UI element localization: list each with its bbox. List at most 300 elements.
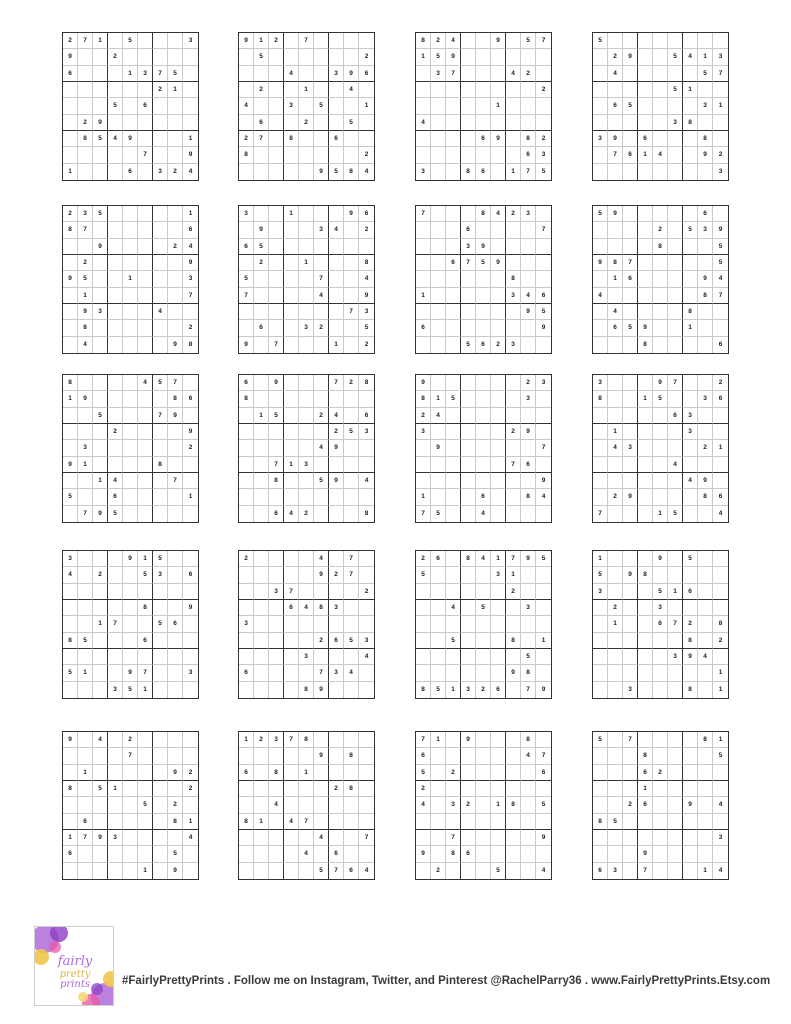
sudoku-cell[interactable] [668,682,683,698]
sudoku-cell[interactable]: 2 [683,616,698,632]
sudoku-cell[interactable] [476,408,491,424]
sudoku-cell[interactable] [239,748,254,764]
sudoku-cell[interactable] [491,66,506,82]
sudoku-cell[interactable] [138,649,153,665]
sudoku-cell[interactable]: 2 [78,115,93,131]
sudoku-cell[interactable] [123,846,138,862]
sudoku-cell[interactable] [638,830,653,846]
sudoku-cell[interactable] [299,271,314,287]
sudoku-cell[interactable] [461,649,476,665]
sudoku-cell[interactable]: 6 [416,748,431,764]
sudoku-cell[interactable] [506,649,521,665]
sudoku-cell[interactable] [269,304,284,320]
sudoku-cell[interactable] [239,846,254,862]
sudoku-cell[interactable] [359,846,374,862]
sudoku-cell[interactable] [123,473,138,489]
sudoku-cell[interactable] [491,164,506,180]
sudoku-cell[interactable] [284,49,299,65]
sudoku-cell[interactable] [168,489,183,505]
sudoku-cell[interactable]: 3 [299,649,314,665]
sudoku-cell[interactable] [416,255,431,271]
sudoku-cell[interactable] [653,33,668,49]
sudoku-cell[interactable]: 2 [299,115,314,131]
sudoku-cell[interactable]: 1 [78,457,93,473]
sudoku-cell[interactable]: 4 [359,473,374,489]
sudoku-cell[interactable] [521,797,536,813]
sudoku-cell[interactable] [593,457,608,473]
sudoku-cell[interactable] [329,320,344,336]
sudoku-cell[interactable]: 8 [63,375,78,391]
sudoku-cell[interactable]: 3 [623,682,638,698]
sudoku-cell[interactable] [168,271,183,287]
sudoku-cell[interactable] [608,551,623,567]
sudoku-cell[interactable] [284,567,299,583]
sudoku-cell[interactable] [698,33,713,49]
sudoku-cell[interactable]: 3 [698,391,713,407]
sudoku-cell[interactable] [183,506,198,522]
sudoku-cell[interactable] [284,846,299,862]
sudoku-cell[interactable]: 8 [446,846,461,862]
sudoku-cell[interactable] [446,781,461,797]
sudoku-cell[interactable]: 9 [63,457,78,473]
sudoku-cell[interactable] [138,732,153,748]
sudoku-cell[interactable] [461,567,476,583]
sudoku-cell[interactable]: 8 [521,489,536,505]
sudoku-cell[interactable] [299,337,314,353]
sudoku-cell[interactable] [93,424,108,440]
sudoku-cell[interactable] [138,49,153,65]
sudoku-cell[interactable]: 9 [623,489,638,505]
sudoku-cell[interactable] [359,600,374,616]
sudoku-cell[interactable]: 1 [359,98,374,114]
sudoku-cell[interactable] [299,440,314,456]
sudoku-cell[interactable]: 2 [123,732,138,748]
sudoku-cell[interactable] [623,748,638,764]
sudoku-cell[interactable] [359,551,374,567]
sudoku-cell[interactable] [78,649,93,665]
sudoku-cell[interactable] [108,408,123,424]
sudoku-cell[interactable] [153,584,168,600]
sudoku-cell[interactable]: 6 [284,600,299,616]
sudoku-cell[interactable]: 8 [344,781,359,797]
sudoku-cell[interactable]: 7 [521,682,536,698]
sudoku-cell[interactable] [344,440,359,456]
sudoku-cell[interactable] [668,164,683,180]
sudoku-cell[interactable] [108,551,123,567]
sudoku-cell[interactable]: 7 [153,408,168,424]
sudoku-cell[interactable] [638,304,653,320]
sudoku-cell[interactable] [344,649,359,665]
sudoku-cell[interactable] [359,682,374,698]
sudoku-cell[interactable]: 8 [359,375,374,391]
sudoku-cell[interactable] [431,814,446,830]
sudoku-cell[interactable] [476,320,491,336]
sudoku-cell[interactable] [698,337,713,353]
sudoku-cell[interactable] [536,616,551,632]
sudoku-cell[interactable] [183,457,198,473]
sudoku-cell[interactable] [668,239,683,255]
sudoku-cell[interactable]: 4 [541,867,546,875]
sudoku-cell[interactable] [329,457,344,473]
sudoku-cell[interactable] [329,98,344,114]
sudoku-cell[interactable] [269,288,284,304]
sudoku-cell[interactable] [168,304,183,320]
sudoku-cell[interactable] [593,320,608,336]
sudoku-cell[interactable]: 7 [623,732,638,748]
sudoku-cell[interactable]: 4 [446,600,461,616]
sudoku-cell[interactable]: 7 [78,506,93,522]
sudoku-cell[interactable] [668,288,683,304]
sudoku-cell[interactable] [284,304,299,320]
sudoku-cell[interactable] [476,846,491,862]
sudoku-cell[interactable] [153,600,168,616]
sudoku-cell[interactable] [698,408,713,424]
sudoku-cell[interactable]: 7 [123,748,138,764]
sudoku-cell[interactable] [638,424,653,440]
sudoku-cell[interactable] [108,665,123,681]
sudoku-cell[interactable]: 5 [153,616,168,632]
sudoku-cell[interactable] [284,337,299,353]
sudoku-cell[interactable] [123,584,138,600]
sudoku-cell[interactable] [254,391,269,407]
sudoku-cell[interactable]: 6 [476,164,491,180]
sudoku-cell[interactable] [183,66,198,82]
sudoku-cell[interactable] [93,649,108,665]
sudoku-cell[interactable]: 2 [359,147,374,163]
sudoku-cell[interactable] [168,33,183,49]
sudoku-cell[interactable]: 5 [536,304,551,320]
sudoku-cell[interactable] [446,271,461,287]
sudoku-cell[interactable]: 8 [188,341,193,349]
sudoku-cell[interactable]: 8 [239,814,254,830]
sudoku-cell[interactable]: 7 [446,66,461,82]
sudoku-cell[interactable] [299,797,314,813]
sudoku-cell[interactable] [359,391,374,407]
sudoku-cell[interactable] [108,765,123,781]
sudoku-cell[interactable] [446,863,461,879]
sudoku-cell[interactable] [593,147,608,163]
sudoku-cell[interactable] [299,98,314,114]
sudoku-cell[interactable]: 9 [608,206,623,222]
sudoku-cell[interactable] [314,616,329,632]
sudoku-cell[interactable]: 8 [269,473,284,489]
sudoku-cell[interactable]: 6 [359,66,374,82]
sudoku-cell[interactable] [713,649,728,665]
sudoku-cell[interactable] [123,304,138,320]
sudoku-cell[interactable] [138,408,153,424]
sudoku-cell[interactable]: 2 [416,551,431,567]
sudoku-cell[interactable] [461,131,476,147]
sudoku-cell[interactable] [638,682,653,698]
sudoku-cell[interactable] [314,649,329,665]
sudoku-cell[interactable] [623,457,638,473]
sudoku-cell[interactable] [506,239,521,255]
sudoku-cell[interactable] [359,781,374,797]
sudoku-cell[interactable] [653,288,668,304]
sudoku-cell[interactable]: 9 [359,288,374,304]
sudoku-cell[interactable]: 6 [608,98,623,114]
sudoku-cell[interactable]: 1 [168,82,183,98]
sudoku-cell[interactable] [593,408,608,424]
sudoku-cell[interactable]: 5 [138,797,153,813]
sudoku-cell[interactable] [138,489,153,505]
sudoku-cell[interactable]: 4 [344,82,359,98]
sudoku-cell[interactable] [461,288,476,304]
sudoku-cell[interactable] [668,846,683,862]
sudoku-cell[interactable] [683,98,698,114]
sudoku-cell[interactable] [269,489,284,505]
sudoku-cell[interactable] [713,115,728,131]
sudoku-cell[interactable] [713,846,728,862]
sudoku-cell[interactable]: 9 [314,164,329,180]
sudoku-cell[interactable]: 3 [683,408,698,424]
sudoku-cell[interactable] [536,337,551,353]
sudoku-cell[interactable] [683,765,698,781]
sudoku-cell[interactable] [254,506,269,522]
sudoku-cell[interactable] [683,131,698,147]
sudoku-cell[interactable] [284,633,299,649]
sudoku-cell[interactable]: 2 [623,797,638,813]
sudoku-cell[interactable]: 2 [183,320,198,336]
sudoku-cell[interactable]: 6 [446,255,461,271]
sudoku-cell[interactable] [461,115,476,131]
sudoku-cell[interactable]: 4 [138,375,153,391]
sudoku-cell[interactable] [521,567,536,583]
sudoku-cell[interactable] [698,304,713,320]
sudoku-cell[interactable] [506,255,521,271]
sudoku-cell[interactable] [638,222,653,238]
sudoku-cell[interactable] [506,748,521,764]
sudoku-cell[interactable]: 5 [536,551,551,567]
sudoku-cell[interactable] [446,473,461,489]
sudoku-cell[interactable] [431,271,446,287]
sudoku-cell[interactable]: 4 [593,288,608,304]
sudoku-cell[interactable]: 3 [506,337,521,353]
sudoku-cell[interactable]: 5 [123,682,138,698]
sudoku-cell[interactable] [506,375,521,391]
sudoku-cell[interactable] [359,732,374,748]
sudoku-cell[interactable]: 3 [713,49,728,65]
sudoku-cell[interactable] [63,98,78,114]
sudoku-cell[interactable] [491,616,506,632]
sudoku-cell[interactable] [653,98,668,114]
sudoku-cell[interactable] [254,457,269,473]
sudoku-cell[interactable] [623,164,638,180]
sudoku-cell[interactable]: 1 [63,391,78,407]
sudoku-cell[interactable] [359,665,374,681]
sudoku-cell[interactable] [63,82,78,98]
sudoku-cell[interactable] [329,288,344,304]
sudoku-cell[interactable] [93,66,108,82]
sudoku-cell[interactable] [653,567,668,583]
sudoku-cell[interactable]: 6 [78,814,93,830]
sudoku-cell[interactable] [359,82,374,98]
sudoku-cell[interactable] [138,391,153,407]
sudoku-cell[interactable] [138,830,153,846]
sudoku-cell[interactable]: 4 [269,797,284,813]
sudoku-cell[interactable] [153,131,168,147]
sudoku-cell[interactable] [476,665,491,681]
sudoku-cell[interactable]: 1 [536,633,551,649]
sudoku-cell[interactable]: 8 [239,147,254,163]
sudoku-cell[interactable] [623,649,638,665]
sudoku-cell[interactable] [593,82,608,98]
sudoku-cell[interactable] [63,440,78,456]
sudoku-cell[interactable] [713,206,728,222]
sudoku-cell[interactable]: 3 [536,375,551,391]
sudoku-cell[interactable]: 5 [63,489,78,505]
sudoku-cell[interactable] [506,408,521,424]
sudoku-cell[interactable]: 3 [668,649,683,665]
sudoku-cell[interactable]: 5 [536,797,551,813]
sudoku-cell[interactable]: 8 [168,814,183,830]
sudoku-cell[interactable]: 8 [364,510,369,518]
sudoku-cell[interactable]: 5 [254,49,269,65]
sudoku-cell[interactable]: 3 [718,168,723,176]
sudoku-cell[interactable]: 7 [168,375,183,391]
sudoku-cell[interactable] [63,239,78,255]
sudoku-cell[interactable] [344,337,359,353]
sudoku-cell[interactable]: 6 [63,66,78,82]
sudoku-cell[interactable]: 1 [683,82,698,98]
sudoku-cell[interactable]: 8 [461,164,476,180]
sudoku-cell[interactable]: 1 [284,457,299,473]
sudoku-cell[interactable] [108,222,123,238]
sudoku-cell[interactable] [138,337,153,353]
sudoku-cell[interactable] [668,304,683,320]
sudoku-cell[interactable] [638,98,653,114]
sudoku-cell[interactable] [713,131,728,147]
sudoku-cell[interactable] [93,98,108,114]
sudoku-cell[interactable]: 8 [63,222,78,238]
sudoku-cell[interactable] [446,337,461,353]
sudoku-cell[interactable] [521,98,536,114]
sudoku-cell[interactable]: 1 [713,732,728,748]
sudoku-cell[interactable] [299,863,314,879]
sudoku-cell[interactable] [239,115,254,131]
sudoku-cell[interactable] [653,271,668,287]
sudoku-cell[interactable]: 4 [608,440,623,456]
sudoku-cell[interactable] [344,222,359,238]
sudoku-cell[interactable]: 7 [269,337,284,353]
sudoku-cell[interactable] [623,288,638,304]
sudoku-cell[interactable] [431,600,446,616]
sudoku-cell[interactable] [638,164,653,180]
sudoku-cell[interactable]: 3 [153,164,168,180]
sudoku-cell[interactable] [638,616,653,632]
sudoku-cell[interactable] [521,633,536,649]
sudoku-cell[interactable] [683,567,698,583]
sudoku-cell[interactable] [168,600,183,616]
sudoku-cell[interactable] [698,424,713,440]
sudoku-cell[interactable] [713,320,728,336]
sudoku-cell[interactable]: 1 [713,98,728,114]
sudoku-cell[interactable] [314,814,329,830]
sudoku-cell[interactable]: 4 [713,271,728,287]
sudoku-cell[interactable] [239,320,254,336]
sudoku-cell[interactable] [153,271,168,287]
sudoku-cell[interactable] [623,600,638,616]
sudoku-cell[interactable] [314,66,329,82]
sudoku-cell[interactable] [299,633,314,649]
sudoku-cell[interactable] [653,489,668,505]
sudoku-cell[interactable]: 3 [521,206,536,222]
sudoku-cell[interactable] [63,748,78,764]
sudoku-cell[interactable] [314,206,329,222]
sudoku-cell[interactable] [239,633,254,649]
sudoku-cell[interactable] [138,222,153,238]
sudoku-cell[interactable] [269,115,284,131]
sudoku-cell[interactable] [476,633,491,649]
sudoku-cell[interactable] [269,814,284,830]
sudoku-cell[interactable] [668,440,683,456]
sudoku-cell[interactable] [713,584,728,600]
sudoku-cell[interactable] [668,732,683,748]
sudoku-cell[interactable] [521,506,536,522]
sudoku-cell[interactable]: 9 [521,424,536,440]
sudoku-cell[interactable]: 9 [168,863,183,879]
sudoku-cell[interactable] [521,440,536,456]
sudoku-cell[interactable]: 2 [329,567,344,583]
sudoku-cell[interactable] [138,781,153,797]
sudoku-cell[interactable] [314,732,329,748]
sudoku-cell[interactable]: 8 [359,255,374,271]
sudoku-cell[interactable] [653,440,668,456]
sudoku-cell[interactable] [461,489,476,505]
sudoku-cell[interactable] [521,846,536,862]
sudoku-cell[interactable] [108,255,123,271]
sudoku-cell[interactable]: 5 [138,567,153,583]
sudoku-cell[interactable]: 1 [593,551,608,567]
sudoku-cell[interactable] [638,584,653,600]
sudoku-cell[interactable]: 6 [63,846,78,862]
sudoku-cell[interactable]: 4 [416,115,431,131]
sudoku-cell[interactable]: 1 [329,337,344,353]
sudoku-cell[interactable] [638,66,653,82]
sudoku-cell[interactable] [506,49,521,65]
sudoku-cell[interactable]: 9 [254,222,269,238]
sudoku-cell[interactable] [168,781,183,797]
sudoku-cell[interactable] [668,473,683,489]
sudoku-cell[interactable] [653,633,668,649]
sudoku-cell[interactable] [491,781,506,797]
sudoku-cell[interactable]: 5 [593,206,608,222]
sudoku-cell[interactable] [653,665,668,681]
sudoku-cell[interactable] [123,408,138,424]
sudoku-cell[interactable]: 3 [698,98,713,114]
sudoku-cell[interactable] [506,304,521,320]
sudoku-cell[interactable] [269,830,284,846]
sudoku-cell[interactable]: 4 [314,551,329,567]
sudoku-cell[interactable] [431,98,446,114]
sudoku-cell[interactable] [668,797,683,813]
sudoku-cell[interactable]: 6 [254,320,269,336]
sudoku-cell[interactable]: 1 [254,408,269,424]
sudoku-cell[interactable]: 6 [521,147,536,163]
sudoku-cell[interactable]: 9 [344,206,359,222]
sudoku-cell[interactable] [593,665,608,681]
sudoku-cell[interactable]: 1 [718,686,723,694]
sudoku-cell[interactable]: 4 [153,304,168,320]
sudoku-cell[interactable] [153,846,168,862]
sudoku-cell[interactable] [269,271,284,287]
sudoku-cell[interactable] [713,765,728,781]
sudoku-cell[interactable] [269,567,284,583]
sudoku-cell[interactable] [476,440,491,456]
sudoku-cell[interactable]: 1 [608,616,623,632]
sudoku-cell[interactable] [446,616,461,632]
sudoku-cell[interactable] [668,147,683,163]
